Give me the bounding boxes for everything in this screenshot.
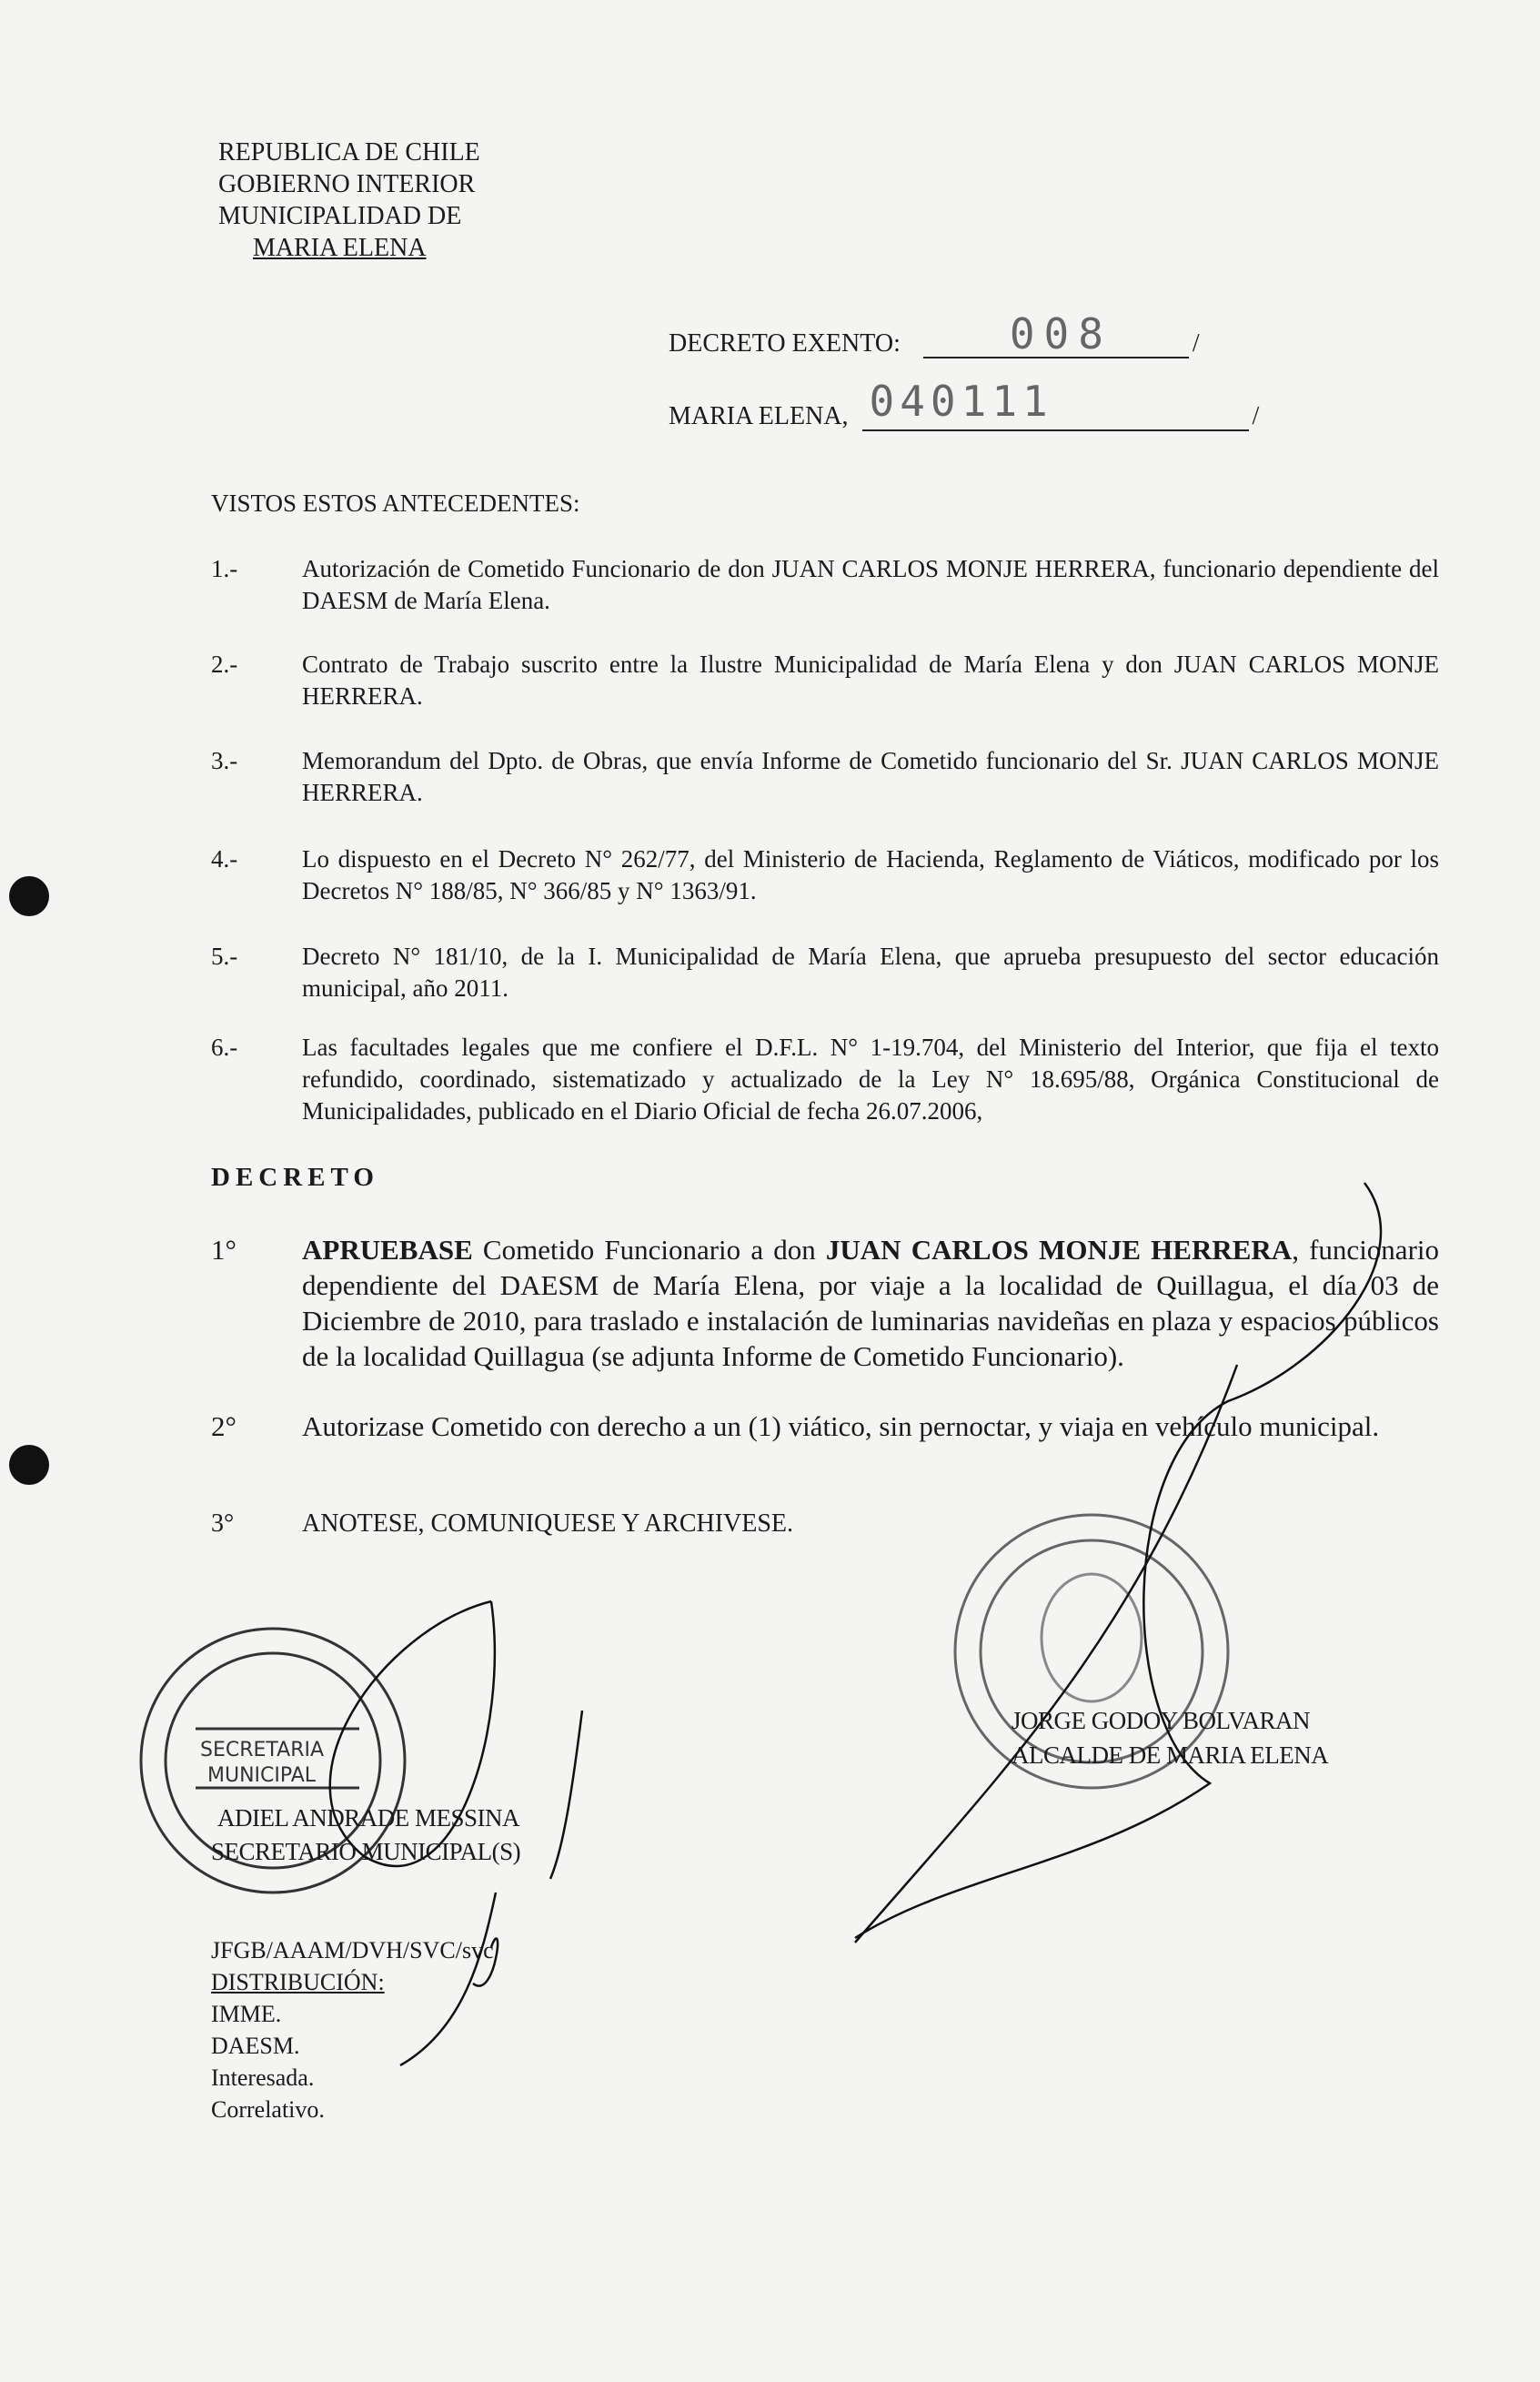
footer [211,1934,494,2125]
header-line: MUNICIPALIDAD DE [218,202,462,230]
item-number: 3.- [211,747,238,774]
punch-hole [9,876,49,916]
item-number: 1° [211,1234,237,1266]
header-line: REPUBLICA DE CHILE [218,138,480,167]
slash: / [1252,402,1260,430]
date-stamp: 040111 [869,377,1053,426]
distribution-item: Interesada. [211,2064,315,2091]
item-text: Decreto N° 181/10, de la I. Municipalidad de María Elena, que aprueba presupuesto del sector educación municipal, año 2011. [302,943,1439,1002]
item-text: Lo dispuesto en el Decreto N° 262/77, del Ministerio de Hacienda, Reglamento de Viáticos, modificado por los Decretos N° 188/85, N° 366/85 y N° 1363/91. [302,845,1439,904]
official-name: JUAN CARLOS MONJE HERRERA [825,1234,1293,1266]
decree-number: 008 [1009,309,1112,358]
item-text: Memorandum del Dpto. de Obras, que envía Informe de Cometido funcionario del Sr. JUAN CARLOS MONJE HERRERA. [302,747,1439,806]
item-number: 4.- [211,845,238,873]
header-line: MARIA ELENA [253,234,427,262]
item-number: 1.- [211,555,238,582]
item-text: Autorización de Cometido Funcionario de don JUAN CARLOS MONJE HERRERA, funcionario dependiente del DAESM de María Elena. [302,555,1439,614]
distribution-item: IMME. [211,2001,282,2027]
initials: JFGB/AAAM/DVH/SVC/svc [211,1937,494,1963]
distribution-item: Correlativo. [211,2096,325,2123]
secretary-title: SECRETARIO MUNICIPAL(S) [211,1838,521,1865]
item-number: 2.- [211,651,238,678]
item-number: 5.- [211,943,238,970]
item-text: Autorizase Cometido con derecho a un (1) viático, sin pernoctar, y viaja en vehículo municipal. [302,1410,1380,1442]
decree-exento-label: DECRETO EXENTO: [669,329,901,358]
decreto-title: DECRETO [211,1163,379,1192]
svg-text:MUNICIPAL: MUNICIPAL [207,1764,317,1787]
slash: / [1192,329,1200,358]
mayor-name: JORGE GODOY BOLVARAN [1012,1707,1311,1734]
signature-stroke [330,1183,1381,2065]
item-text: Contrato de Trabajo suscrito entre la Ilustre Municipalidad de María Elena y don JUAN CARLOS MONJE HERRERA. [302,651,1439,710]
secretary-name: ADIEL ANDRADE MESSINA [217,1804,519,1832]
item-text: ANOTESE, COMUNIQUESE Y ARCHIVESE. [302,1509,794,1538]
approve-keyword: APRUEBASE [302,1234,473,1266]
item-text: Las facultades legales que me confiere el D.F.L. N° 1-19.704, del Ministerio del Interior, que fija el texto refundido, coordinado, sistematizado y actualizado de la Ley N° 18.695/88, Orgánica Constitucional de Municipalidades, publicado en el Diario Oficial de fecha 26.07.2006, [302,1034,1439,1125]
text-part: , funcionario dependiente del DAESM de María Elena, por viaje a la localidad de Quillagua, el día 03 de Diciembre de 2010, para traslado e instalación de luminarias navideñas en plaza y espacios públicos de la localidad Quillagua (se adjunta Informe de Cometido Funcionario). [302,1234,1440,1372]
text-part: Cometido Funcionario a don [472,1234,826,1266]
distribution-label: DISTRIBUCIÓN: [211,1969,385,1995]
item-number: 3° [211,1509,235,1538]
punch-hole [9,1445,49,1485]
mayor-title: ALCALDE DE MARIA ELENA [1012,1741,1329,1769]
header-line: GOBIERNO INTERIOR [218,170,476,198]
distribution-item: DAESM. [211,2033,300,2059]
item-number: 2° [211,1410,237,1442]
vistos-title: VISTOS ESTOS ANTECEDENTES: [211,490,580,517]
place-label: MARIA ELENA, [669,402,849,430]
svg-text:SECRETARIA: SECRETARIA [200,1739,325,1761]
item-number: 6.- [211,1034,238,1061]
